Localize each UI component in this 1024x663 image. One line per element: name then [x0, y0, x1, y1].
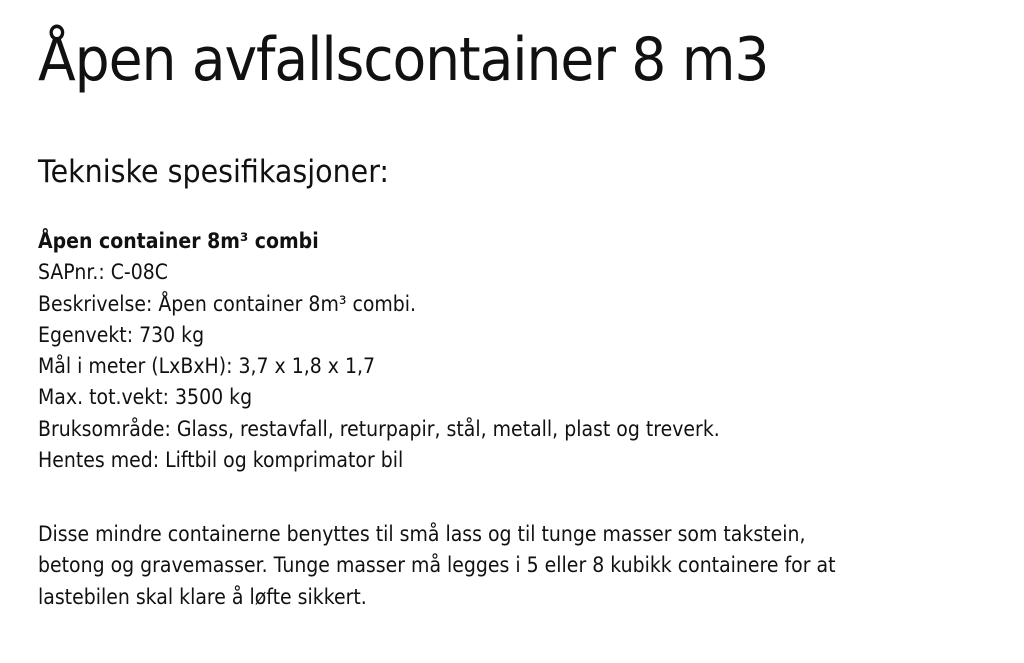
- description-line: betong og gravemasser. Tunge masser må legges i 5 eller 8 kubikk containere for at: [38, 553, 836, 578]
- spec-description: Beskrivelse: Åpen container 8m³ combi.: [38, 291, 417, 316]
- spec-pickup: Hentes med: Liftbil og komprimator bil: [38, 448, 404, 473]
- spec-max-total-weight: Max. tot.vekt: 3500 kg: [38, 385, 253, 410]
- spec-product-name: Åpen container 8m³ combi: [38, 229, 319, 253]
- spec-dimensions: Mål i meter (LxBxH): 3,7 x 1,8 x 1,7: [38, 354, 376, 379]
- description-paragraph: [38, 519, 836, 613]
- section-heading: Tekniske spesifikasjoner:: [38, 154, 390, 190]
- spec-list: [38, 226, 720, 476]
- page-title: Åpen avfallscontainer 8 m3: [38, 25, 769, 95]
- description-line: Disse mindre containerne benyttes til små lass og til tunge masser som takstein,: [38, 522, 806, 546]
- spec-sap-number: SAPnr.: C-08C: [38, 260, 169, 285]
- spec-usage: Bruksområde: Glass, restavfall, returpapir, stål, metall, plast og treverk.: [38, 416, 720, 441]
- description-line: lastebilen skal klare å løfte sikkert.: [38, 584, 367, 609]
- spec-weight: Egenvekt: 730 kg: [38, 322, 205, 347]
